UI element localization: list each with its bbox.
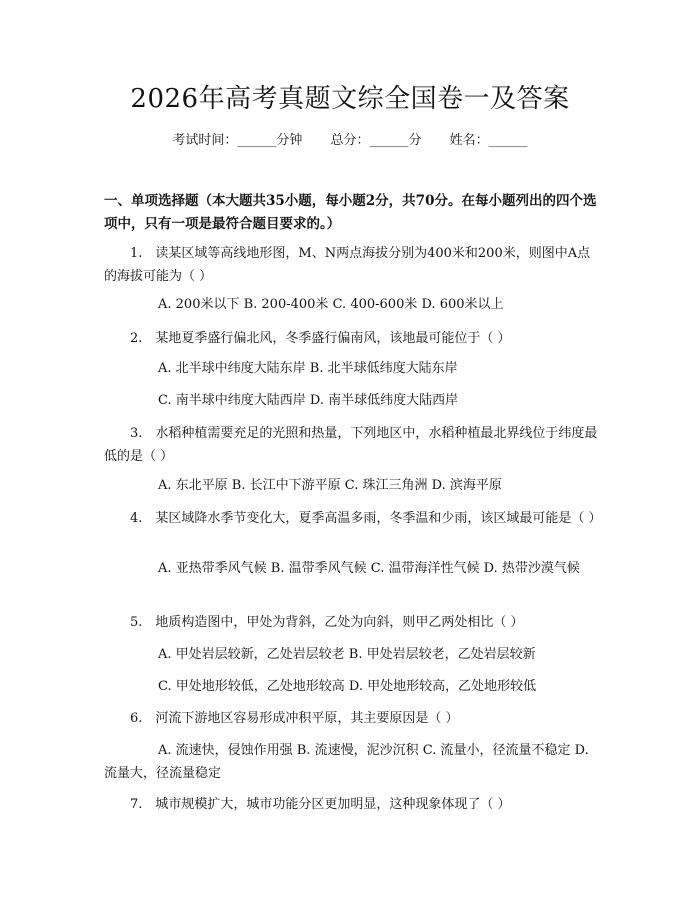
question-7: 7. 城市规模扩大，城市功能分区更加明显，这种现象体现了（ ） — [130, 797, 511, 812]
question-6-options: A. 流速快，侵蚀作用强 B. 流速慢，泥沙沉积 C. 流量小，径流量不稳定 D. 流量大，径流量稳定 — [104, 743, 589, 781]
question-6: 6. 河流下游地区容易形成冲积平原，其主要原因是（ ） — [130, 711, 459, 726]
time-label: 考试时间：______分钟 — [172, 133, 303, 148]
exam-meta — [0, 132, 700, 150]
name-label: 姓名：______ — [449, 133, 528, 148]
question-2-options-2: C. 南半球中纬度大陆西岸 D. 南半球低纬度大陆西岸 — [158, 393, 459, 408]
question-4: 4. 某区域降水季节变化大，夏季高温多雨，冬季温和少雨，该区域最可能是（ ） — [130, 511, 602, 526]
question-2: 2. 某地夏季盛行偏北风，冬季盛行偏南风，该地最可能位于（ ） — [130, 331, 511, 346]
section-heading: 一、单项选择题（本大题共35小题，每小题2分，共70分。在每小题列出的四个选项中，只有一项是最符合题目要求的。） — [104, 193, 597, 232]
question-1-options: A. 200米以下 B. 200-400米 C. 400-600米 D. 600米以上 — [158, 297, 504, 312]
question-5: 5. 地质构造图中，甲处为背斜，乙处为向斜，则甲乙两处相比（ ） — [130, 615, 524, 630]
question-5-options-1: A. 甲处岩层较新，乙处岩层较老 B. 甲处岩层较老，乙处岩层较新 — [158, 647, 536, 662]
exam-title: 2026年高考真题文综全国卷一及答案 — [130, 84, 570, 114]
question-3: 3. 水稻种植需要充足的光照和热量，下列地区中，水稻种植最北界线位于纬度最低的是（ ） — [104, 426, 598, 464]
question-3-options: A. 东北平原 B. 长江中下游平原 C. 珠江三角洲 D. 滨海平原 — [158, 478, 502, 493]
question-1: 1. 读某区域等高线地形图，M、N两点海拔分别为400米和200米，则图中A点的海拔可能为（ ） — [104, 246, 591, 284]
question-4-options: A. 亚热带季风气候 B. 温带季风气候 C. 温带海洋性气候 D. 热带沙漠气候 — [158, 561, 580, 576]
question-2-options-1: A. 北半球中纬度大陆东岸 B. 北半球低纬度大陆东岸 — [158, 361, 458, 376]
question-5-options-2: C. 甲处地形较低，乙处地形较高 D. 甲处地形较高，乙处地形较低 — [158, 679, 537, 694]
score-label: 总分：______分 — [330, 133, 422, 148]
